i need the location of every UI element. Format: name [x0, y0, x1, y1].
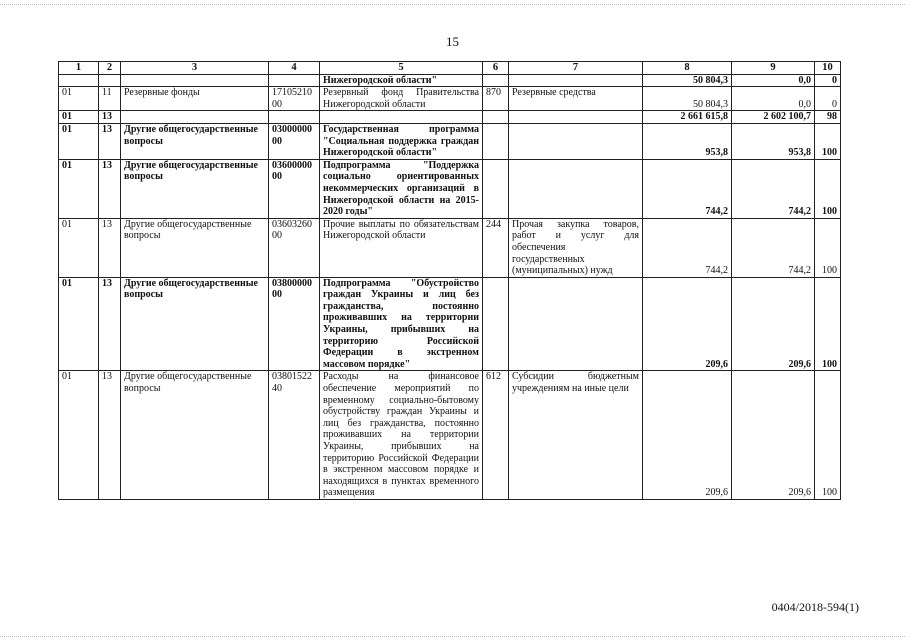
header-col-10: 10 [815, 62, 841, 75]
cell-section: 01 [59, 123, 99, 159]
cell-expense-name: Резервные средства [509, 87, 643, 111]
cell-expense-name: Прочая закупка товаров, работ и услуг для обеспечения государственных (муниципальных) нужд [509, 218, 643, 277]
table-row [59, 123, 841, 159]
cell-plan: 744,2 [643, 218, 732, 277]
cell-percent: 100 [815, 371, 841, 500]
cell-actual: 2 602 100,7 [732, 111, 815, 124]
cell-percent: 0 [815, 87, 841, 111]
cell-target-name: Прочие выплаты по обязательствам Нижегородской области [320, 218, 483, 277]
cell-actual: 209,6 [732, 371, 815, 500]
cell-expense-code [483, 277, 509, 371]
cell-target-name: Расходы на финансовое обеспечение мероприятий по временному социально-бытовому обустройству граждан Украины и лиц без гражданства, постоянно проживавших на территории Украины, прибывших на территорию Российской Федерации в экстренном массовом порядке и находящихся в пунктах временного размещения [320, 371, 483, 500]
cell-actual: 744,2 [732, 159, 815, 218]
cell-plan: 2 661 615,8 [643, 111, 732, 124]
cell-target-code [269, 111, 320, 124]
cell-expense-code: 244 [483, 218, 509, 277]
cell-section: 01 [59, 277, 99, 371]
cell-target-code: 0380000000 [269, 277, 320, 371]
cell-subsection: 13 [99, 218, 121, 277]
header-col-6: 6 [483, 62, 509, 75]
budget-table [58, 61, 841, 500]
table-row [59, 87, 841, 111]
cell-section: 01 [59, 111, 99, 124]
document-code: 0404/2018-594(1) [771, 600, 859, 614]
cell-expense-code [483, 74, 509, 87]
cell-section-name [121, 74, 269, 87]
cell-expense-name [509, 74, 643, 87]
cell-section [59, 74, 99, 87]
cell-actual: 0,0 [732, 74, 815, 87]
cell-section: 01 [59, 87, 99, 111]
cell-percent: 100 [815, 123, 841, 159]
cell-actual: 744,2 [732, 218, 815, 277]
cell-actual: 953,8 [732, 123, 815, 159]
cell-section-name: Резервные фонды [121, 87, 269, 111]
cell-section-name: Другие общегосударственные вопросы [121, 277, 269, 371]
cell-subsection: 13 [99, 111, 121, 124]
cell-plan: 953,8 [643, 123, 732, 159]
page-number: 15 [446, 34, 459, 49]
table-row [59, 159, 841, 218]
cell-subsection: 11 [99, 87, 121, 111]
cell-target-name: Резервный фонд Правительства Нижегородской области [320, 87, 483, 111]
header-col-1: 1 [59, 62, 99, 75]
cell-percent: 100 [815, 218, 841, 277]
cell-percent: 100 [815, 277, 841, 371]
cell-target-name: Нижегородской области" [320, 74, 483, 87]
cell-target-code: 0360000000 [269, 159, 320, 218]
header-col-8: 8 [643, 62, 732, 75]
cell-plan: 50 804,3 [643, 74, 732, 87]
cell-target-name: Государственная программа "Социальная поддержка граждан Нижегородской области" [320, 123, 483, 159]
cell-plan: 50 804,3 [643, 87, 732, 111]
cell-plan: 209,6 [643, 371, 732, 500]
cell-expense-code [483, 123, 509, 159]
cell-subsection: 13 [99, 159, 121, 218]
header-col-2: 2 [99, 62, 121, 75]
cell-expense-name [509, 111, 643, 124]
cell-section-name: Другие общегосударственные вопросы [121, 371, 269, 500]
cell-actual: 0,0 [732, 87, 815, 111]
cell-section-name: Другие общегосударственные вопросы [121, 159, 269, 218]
cell-section: 01 [59, 218, 99, 277]
header-col-5: 5 [320, 62, 483, 75]
table-row [59, 74, 841, 87]
cell-subsection: 13 [99, 123, 121, 159]
table-row [59, 218, 841, 277]
cell-section: 01 [59, 371, 99, 500]
cell-target-code: 1710521000 [269, 87, 320, 111]
cell-expense-code: 612 [483, 371, 509, 500]
table-row [59, 111, 841, 124]
cell-subsection: 13 [99, 277, 121, 371]
table-row [59, 277, 841, 371]
cell-section-name [121, 111, 269, 124]
cell-subsection: 13 [99, 371, 121, 500]
cell-target-code: 0300000000 [269, 123, 320, 159]
cell-target-code [269, 74, 320, 87]
cell-expense-code [483, 111, 509, 124]
cell-target-code: 0360326000 [269, 218, 320, 277]
cell-section-name: Другие общегосударственные вопросы [121, 123, 269, 159]
cell-expense-code [483, 159, 509, 218]
cell-target-name: Подпрограмма "Обустройство граждан Украины и лиц без гражданства, постоянно проживавших на территории Украины, прибывших на территорию Российской Федерации в экстренном массовом порядке" [320, 277, 483, 371]
header-row [59, 62, 841, 75]
header-col-7: 7 [509, 62, 643, 75]
cell-target-code: 0380152240 [269, 371, 320, 500]
cell-percent: 100 [815, 159, 841, 218]
cell-expense-code: 870 [483, 87, 509, 111]
header-col-3: 3 [121, 62, 269, 75]
cell-percent: 0 [815, 74, 841, 87]
cell-actual: 209,6 [732, 277, 815, 371]
cell-target-name [320, 111, 483, 124]
cell-subsection [99, 74, 121, 87]
cell-section-name: Другие общегосударственные вопросы [121, 218, 269, 277]
cell-plan: 744,2 [643, 159, 732, 218]
table-row [59, 371, 841, 500]
cell-expense-name: Субсидии бюджетным учреждениям на иные цели [509, 371, 643, 500]
cell-expense-name [509, 123, 643, 159]
header-col-4: 4 [269, 62, 320, 75]
cell-section: 01 [59, 159, 99, 218]
header-col-9: 9 [732, 62, 815, 75]
cell-percent: 98 [815, 111, 841, 124]
cell-target-name: Подпрограмма "Поддержка социально ориентированных некоммерческих организаций в Нижегородской области на 2015-2020 годы" [320, 159, 483, 218]
cell-plan: 209,6 [643, 277, 732, 371]
cell-expense-name [509, 159, 643, 218]
cell-expense-name [509, 277, 643, 371]
